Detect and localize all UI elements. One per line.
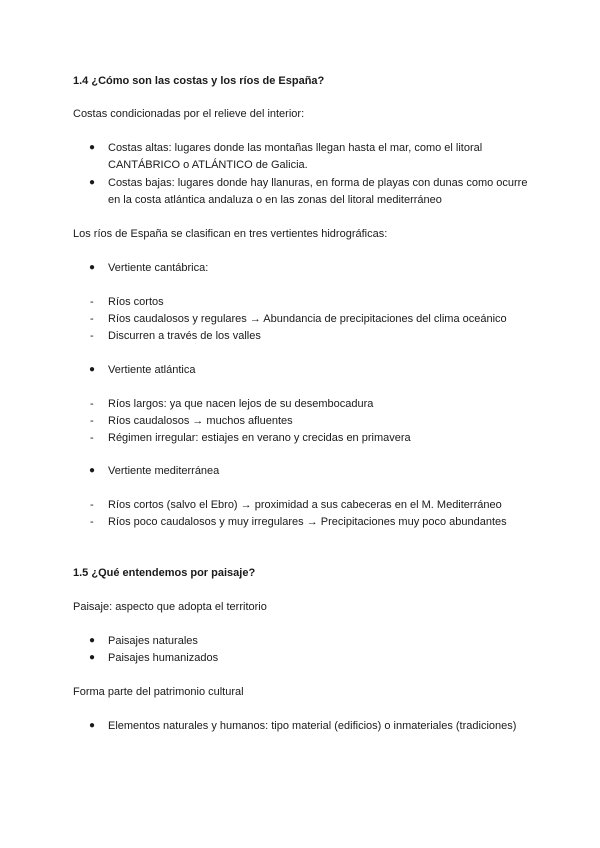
- dash-icon: -: [90, 313, 94, 325]
- costas-bajas-line1: Costas bajas: lugares donde hay llanuras, en forma de playas con dunas como ocurre: [108, 177, 528, 189]
- bullet-icon: ●: [89, 635, 96, 646]
- costas-altas-line2: CANTÁBRICO o ATLÁNTICO de Galicia.: [108, 159, 308, 171]
- bullet-icon: ●: [89, 465, 96, 476]
- list-item: Ríos largos: ya que nacen lejos de su desembocadura: [108, 398, 374, 410]
- bullet-icon: ●: [89, 364, 96, 375]
- vertiente-mediterranea-title: Vertiente mediterránea: [108, 465, 220, 477]
- list-item: Ríos poco caudalosos y muy irregulares → Precipitaciones muy poco abundantes: [108, 516, 507, 528]
- list-item: Ríos caudalosos y regulares → Abundancia de precipitaciones del clima oceánico: [108, 313, 507, 325]
- list-item: Ríos cortos: [108, 296, 164, 308]
- paisaje-definition: Paisaje: aspecto que adopta el territorio: [73, 601, 267, 613]
- rios-intro: Los ríos de España se clasifican en tres vertientes hidrográficas:: [73, 228, 388, 240]
- bullet-icon: ●: [89, 142, 96, 153]
- dash-icon: -: [90, 330, 94, 342]
- dash-icon: -: [90, 398, 94, 410]
- dash-icon: -: [90, 499, 94, 511]
- list-item: Paisajes naturales: [108, 635, 198, 647]
- bullet-icon: ●: [89, 652, 96, 663]
- dash-icon: -: [90, 516, 94, 528]
- list-item: Régimen irregular: estiajes en verano y crecidas en primavera: [108, 432, 411, 444]
- patrimonio-text: Forma parte del patrimonio cultural: [73, 686, 244, 698]
- costas-altas-line1: Costas altas: lugares donde las montañas llegan hasta el mar, como el litoral: [108, 142, 483, 154]
- costas-bajas-line2: en la costa atlántica andaluza o en las zonas del litoral mediterráneo: [108, 194, 442, 206]
- list-item: Ríos caudalosos → muchos afluentes: [108, 415, 293, 427]
- list-item: Paisajes humanizados: [108, 652, 219, 664]
- costas-intro: Costas condicionadas por el relieve del interior:: [73, 108, 305, 120]
- bullet-icon: ●: [89, 720, 96, 731]
- dash-icon: -: [90, 415, 94, 427]
- dash-icon: -: [90, 296, 94, 308]
- vertiente-cantabrica-title: Vertiente cantábrica:: [108, 262, 209, 274]
- section-1-4-heading: 1.4 ¿Cómo son las costas y los ríos de España?: [73, 75, 325, 87]
- list-item: Elementos naturales y humanos: tipo material (edificios) o inmateriales (tradiciones): [108, 720, 517, 732]
- section-1-5-heading: 1.5 ¿Qué entendemos por paisaje?: [73, 567, 256, 579]
- list-item: Ríos cortos (salvo el Ebro) → proximidad a sus cabeceras en el M. Mediterráneo: [108, 499, 502, 511]
- list-item: Discurren a través de los valles: [108, 330, 261, 342]
- vertiente-atlantica-title: Vertiente atlántica: [108, 364, 196, 376]
- dash-icon: -: [90, 432, 94, 444]
- bullet-icon: ●: [89, 177, 96, 188]
- bullet-icon: ●: [89, 262, 96, 273]
